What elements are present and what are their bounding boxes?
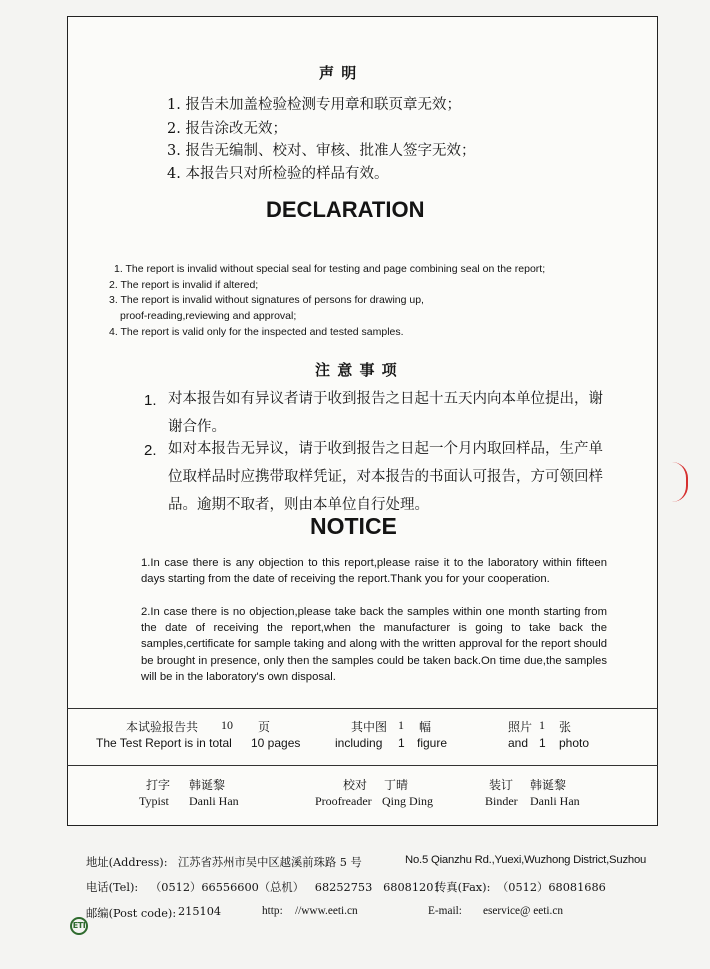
notice-item: 2.In case there is no objection,please take back the samples within one month starting from the date of receiving the report,when the manufacturer is going to take back the samples,certificate for sample taking and along with the written approval for the report should be brought in presence, only then the samples could be taken back.On time due,the samples will be in the laboratory's own disposal. [141, 606, 607, 683]
footer-website-link[interactable]: //www.eeti.cn [295, 905, 358, 917]
cn-notice-item: 对本报告如有异议者请于收到报告之日起十五天内向本单位提出，谢谢合作。 [168, 391, 603, 435]
summary-cn-photo-label: 照片 [508, 720, 533, 734]
footer-fax-label: 传真(Fax): [435, 881, 491, 894]
summary-cn-figure-unit: 幅 [419, 720, 432, 734]
summary-en-photo: photo [559, 736, 590, 750]
summary-cn-photo-unit: 张 [559, 720, 572, 734]
notice-item: 1.In case there is any objection to this report,please raise it to the laboratory within fifteen days starting from the date of receiving the report.Thank you for your cooperation. [141, 557, 607, 586]
typist-cn-label: 打字 [146, 778, 171, 792]
proofreader-cn-label: 校对 [343, 778, 368, 792]
proofreader-cn-name: 丁晴 [384, 778, 409, 792]
proofreader-en-label: Proofreader [315, 794, 372, 808]
footer-tel-values: （0512）66556600（总机） 68252753 68081201 [150, 881, 441, 894]
cn-declaration-title: 声 明 [319, 64, 358, 82]
binder-cn-name: 韩诞黎 [530, 778, 567, 792]
binder-cn-label: 装订 [489, 778, 514, 792]
summary-en-including: including [335, 736, 383, 750]
divider [67, 765, 658, 766]
summary-cn-page-unit: 页 [258, 720, 271, 734]
summary-cn-figure-label: 其中图 [351, 720, 388, 734]
typist-en-name: Danli Han [189, 794, 239, 808]
summary-en-and: and [508, 736, 529, 750]
binder-en-name: Danli Han [530, 794, 580, 808]
footer-http-label: http: [262, 905, 283, 917]
footer-fax-value: （0512）68081686 [497, 881, 606, 894]
declaration-item: 2. The report is invalid if altered; [109, 279, 259, 291]
eti-logo-icon: ETI [70, 917, 88, 935]
red-pen-mark [672, 462, 688, 502]
footer-email-link[interactable]: eservice@ eeti.cn [483, 905, 564, 917]
summary-en-figure: figure [417, 736, 448, 750]
cn-notice-item-number: 2. [144, 442, 157, 459]
summary-cn-figure-number: 1 [398, 718, 404, 732]
declaration-item: 3. The report is invalid without signatures of persons for drawing up, [109, 294, 424, 306]
cn-notice-item-number: 1. [144, 392, 157, 409]
typist-en-label: Typist [139, 794, 169, 808]
footer-tel-label: 电话(Tel): [86, 881, 139, 894]
summary-en-photo-number: 1 [539, 736, 546, 750]
cn-declaration-item: 4. 本报告只对所检验的样品有效。 [167, 166, 389, 182]
footer-address-cn: 江苏省苏州市吴中区越溪前珠路 5 号 [178, 856, 362, 869]
summary-en-figure-number: 1 [398, 736, 405, 750]
binder-en-label: Binder [485, 794, 518, 808]
summary-cn-total-label: 本试验报告共 [126, 720, 199, 734]
summary-en-pages: 10 pages [251, 736, 301, 750]
typist-cn-name: 韩诞黎 [189, 778, 226, 792]
summary-cn-photo-number: 1 [539, 718, 545, 732]
summary-en-total-label: The Test Report is in total [96, 736, 232, 750]
proofreader-en-name: Qing Ding [382, 794, 433, 808]
cn-declaration-item: 1. 报告未加盖检验检测专用章和联页章无效； [167, 97, 461, 113]
footer-postcode-label: 邮编(Post code): [86, 907, 177, 920]
footer-address-label: 地址(Address): [86, 856, 168, 869]
footer-email-label: E-mail: [428, 905, 462, 917]
cn-notice-title: 注 意 事 项 [315, 361, 398, 379]
cn-declaration-item: 3. 报告无编制、校对、审核、批准人签字无效； [167, 143, 476, 159]
footer-address-en: No.5 Qianzhu Rd.,Yuexi,Wuzhong District,Suzhou [405, 854, 647, 866]
declaration-item: proof-reading,reviewing and approval; [120, 310, 297, 322]
declaration-item: 4. The report is valid only for the inspected and tested samples. [109, 326, 404, 338]
cn-declaration-item: 2. 报告涂改无效； [167, 121, 287, 137]
cn-notice-item: 如对本报告无异议，请于收到报告之日起一个月内取回样品，生产单位取样品时应携带取样凭证，对本报告的书面认可报告，方可领回样品。逾期不取者，则由本单位自行处理。 [168, 441, 603, 513]
declaration-title: DECLARATION [266, 197, 425, 222]
summary-cn-total-number: 10 [221, 718, 233, 732]
declaration-item: 1. The report is invalid without special seal for testing and page combining seal on the report; [114, 263, 546, 275]
notice-title: NOTICE [310, 513, 397, 539]
divider [67, 708, 658, 709]
footer-postcode-value: 215104 [178, 905, 222, 918]
